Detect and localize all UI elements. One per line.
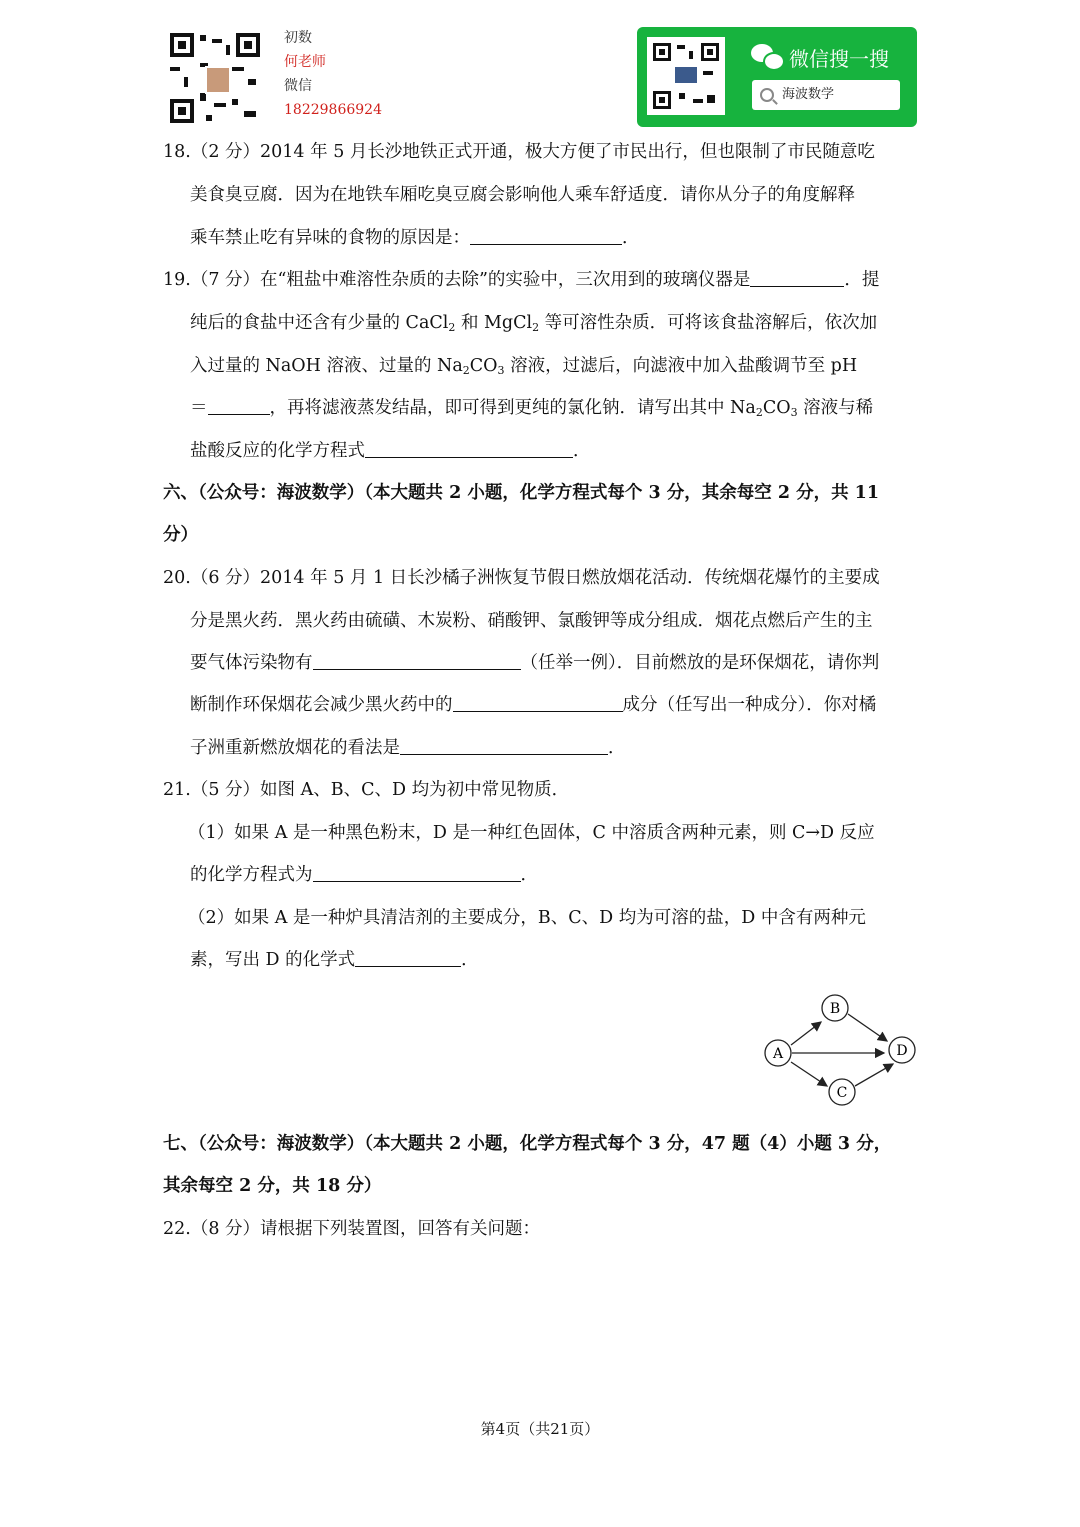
- contact-subject: 初数: [284, 30, 312, 46]
- node-c-label: C: [836, 1085, 848, 1101]
- q20-text-3b: （任举一例）．目前燃放的是环保烟花，请你判: [520, 653, 880, 673]
- q18-text: 乘车禁止吃有异味的食物的原因是：: [190, 228, 470, 248]
- wechat-search-box: [752, 80, 900, 110]
- contact-teacher: 何老师: [284, 54, 326, 70]
- q19-line-2: [190, 310, 877, 336]
- q20-line-1: 20.（6 分）2014 年 5 月 1 日长沙橘子洲恢复节假日燃放烟花活动．传统烟花爆竹的主要成: [163, 568, 880, 588]
- node-c: [829, 1079, 855, 1105]
- subscript-2: 2: [448, 321, 456, 334]
- q18-line-2: 美食臭豆腐．因为在地铁车厢吃臭豆腐会影响他人乘车舒适度．请你从分子的角度解释: [190, 185, 855, 205]
- node-d: [889, 1037, 915, 1063]
- q19-text-4b: ，再将滤液蒸发结晶，即可得到更纯的氯化钠．请写出其中 Na: [269, 398, 756, 418]
- q19-line-3: [190, 353, 857, 379]
- contact-phone: 18229866924: [284, 102, 382, 118]
- node-b-label: B: [829, 1001, 841, 1017]
- q19-text-1-end: ．提: [844, 270, 880, 290]
- wechat-search-banner: [637, 27, 917, 127]
- q19-text-4c: CO: [762, 398, 791, 418]
- q19-text-5-end: ．: [573, 441, 591, 461]
- node-a-label: A: [772, 1046, 784, 1062]
- q19-text-1: 19.（7 分）在“粗盐中难溶性杂质的去除”的实验中，三次用到的玻璃仪器是: [163, 270, 751, 290]
- subscript-2: 2: [755, 406, 763, 419]
- node-d-label: D: [896, 1043, 908, 1059]
- q20-text-5-end: ．: [608, 738, 626, 758]
- q18-answer-blank: [470, 226, 622, 245]
- subscript-2: 2: [532, 321, 540, 334]
- arrow-a-to-b: [791, 1022, 821, 1045]
- q20-blank-1: [313, 651, 521, 670]
- node-a: [765, 1040, 791, 1066]
- q19-text-4d: 溶液与稀: [797, 398, 874, 418]
- wechat-search-text: 海波数学: [782, 87, 835, 102]
- q22-line-1: 22.（8 分）请根据下列装置图，回答有关问题：: [163, 1219, 541, 1239]
- q19-text-4a: ＝: [190, 398, 208, 418]
- q19-line-4: [190, 395, 873, 421]
- q19-text-2c: 等可溶性杂质．可将该食盐溶解后，依次加: [539, 313, 878, 333]
- q21-line-5: [190, 947, 479, 973]
- q21-relation-diagram: [755, 990, 925, 1110]
- q21-text-5a: 素，写出 D 的化学式: [190, 950, 356, 970]
- q20-blank-3: [400, 736, 608, 755]
- arrow-b-to-d: [848, 1014, 887, 1041]
- q19-line-1: [163, 267, 879, 293]
- q20-line-2: 分是黑火药．黑火药由硫磺、木炭粉、硝酸钾、氯酸钾等成分组成．烟花点燃后产生的主: [190, 611, 873, 631]
- contact-info: [284, 26, 382, 122]
- q20-line-4: [190, 692, 876, 718]
- q18-period: ．: [622, 228, 640, 248]
- section-6-heading-cont: 分）: [163, 525, 198, 545]
- q20-text-4b: 成分（任写出一种成分）．你对橘: [622, 695, 877, 715]
- q21-text-3a: 的化学方程式为: [190, 865, 313, 885]
- q19-blank-3: [365, 439, 573, 458]
- section-7-heading: 七、（公众号：海波数学）（本大题共 2 小题，化学方程式每个 3 分，47 题（4）小题 3 分，: [163, 1134, 892, 1154]
- wechat-search-title: 微信搜一搜: [789, 47, 889, 71]
- q19-line-5: [190, 438, 591, 464]
- q19-text-2b: 和 MgCl: [455, 313, 533, 333]
- arrow-a-to-c: [791, 1062, 827, 1086]
- q20-line-3: [190, 650, 879, 676]
- q21-blank-2: [355, 948, 461, 967]
- subscript-2: 2: [462, 364, 470, 377]
- avatar: [205, 66, 231, 94]
- q21-line-3: [190, 862, 538, 888]
- q19-text-2a: 纯后的食盐中还含有少量的 CaCl: [190, 313, 449, 333]
- search-icon: [760, 88, 774, 102]
- q19-text-3b: CO: [469, 356, 498, 376]
- q18-line-1: 18.（2 分）2014 年 5 月长沙地铁正式开通，极大方便了市民出行，但也限制了市民随意吃: [163, 142, 875, 162]
- wechat-logo-icon-small: [763, 52, 785, 71]
- qr-code-right: [647, 37, 725, 115]
- q21-text-5-end: ．: [461, 950, 479, 970]
- q20-text-4a: 断制作环保烟花会减少黑火药中的: [190, 695, 453, 715]
- q18-line-3: [190, 225, 640, 251]
- q19-blank-1: [750, 268, 844, 287]
- q20-line-5: [190, 735, 626, 761]
- contact-wechat-label: 微信: [284, 78, 312, 94]
- q19-blank-2: [208, 396, 270, 415]
- arrow-c-to-d: [855, 1064, 893, 1086]
- section-7-heading-cont: 其余每空 2 分，共 18 分）: [163, 1176, 382, 1196]
- q19-text-3a: 入过量的 NaOH 溶液、过量的 Na: [190, 356, 463, 376]
- page-number: 第4页（共21页）: [480, 1420, 600, 1438]
- q21-line-2: （1）如果 A 是一种黑色粉末，D 是一种红色固体，C 中溶质含两种元素，则 C→D 反应: [188, 823, 875, 843]
- q19-text-3c: 溶液，过滤后，向滤液中加入盐酸调节至 pH: [504, 356, 858, 376]
- q20-text-5a: 子洲重新燃放烟花的看法是: [190, 738, 400, 758]
- q21-line-4: （2）如果 A 是一种炉具清洁剂的主要成分，B、C、D 均为可溶的盐，D 中含有两种元: [188, 908, 866, 928]
- subscript-3: 3: [790, 406, 798, 419]
- q21-text-3-end: ．: [520, 865, 538, 885]
- q20-text-3a: 要气体污染物有: [190, 653, 313, 673]
- q19-text-5: 盐酸反应的化学方程式: [190, 441, 365, 461]
- q21-line-1: 21.（5 分）如图 A、B、C、D 均为初中常见物质．: [163, 780, 570, 800]
- qr-code-left: [170, 33, 260, 123]
- q21-blank-1: [313, 863, 521, 882]
- subscript-3: 3: [497, 364, 505, 377]
- q20-blank-2: [453, 693, 623, 712]
- section-6-heading: 六、（公众号：海波数学）（本大题共 2 小题，化学方程式每个 3 分，其余每空 2 分，共 11: [163, 483, 880, 503]
- node-b: [822, 995, 848, 1021]
